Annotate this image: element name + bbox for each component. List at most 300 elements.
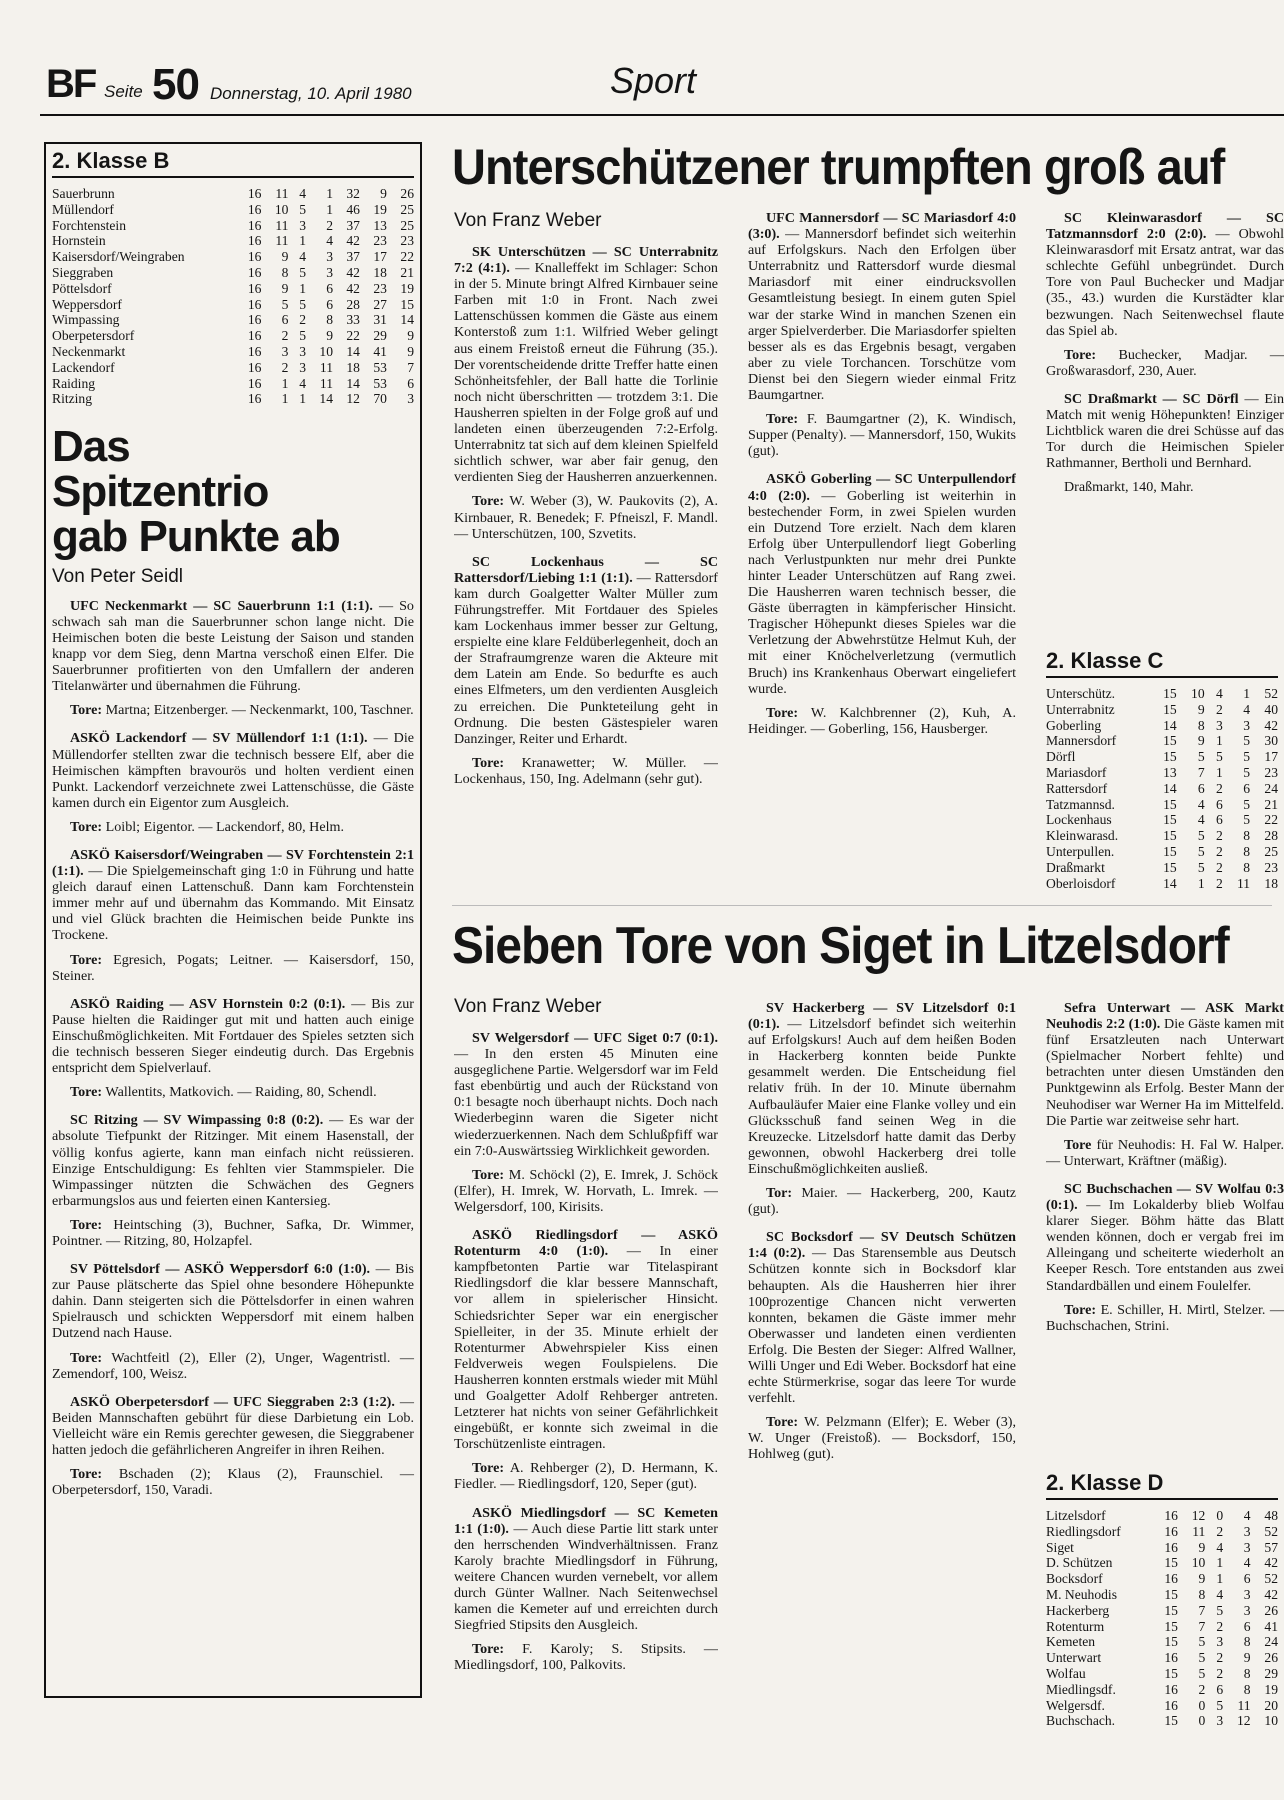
stat-cell: 5 [1216,1602,1224,1618]
stat-cell: 8 [1198,1586,1206,1602]
stat-cell: 2 [1216,828,1223,844]
stat-cell: 16 [247,201,262,217]
team-name-cell: Litzelsdorf [1046,1508,1106,1523]
scorers-label: Tore: [1064,346,1097,363]
table-row [52,360,414,376]
stat-cell: 6 [326,280,333,296]
stat-cell: 5 [1243,764,1251,780]
scorers-label: Tore: [472,1166,505,1183]
stat-cell: 7 [1197,764,1205,780]
match-report [52,1112,414,1209]
klasse-c-rule [1046,676,1278,678]
stat-cell: 70 [373,391,387,407]
stat-cell: 9 [1197,733,1205,749]
match-text: — Bis zur Pause plätscherte das Spiel ohne besondere Höhepunkte dahin. Dann steigerten sich die Pöttelsdorfer in einen wahren Spielrausch und schickten Weppersdorf mit einem halben Dutzend nach Hause. [52,1261,415,1342]
stat-cell: 11 [275,233,289,249]
match-heading: ASKÖ Oberpetersdorf — UFC Sieggraben 2:3 (1:2). [70,1393,395,1410]
team-name-cell: Ritzing [52,391,93,407]
match-heading: ASKÖ Riedlingsdorf — ASKÖ Rotenturm 4:0 (1:0). [454,1227,718,1260]
stat-cell: 42 [346,280,360,296]
scorers-label: Tore: [70,951,103,968]
left-headline: Das Spitzentrio gab Punkte ab [52,422,340,561]
stat-cell: 3 [1243,1586,1251,1602]
scorers-text: E. Schiller, H. Mirtl, Stelzer. — Buchschachen, Strini. [1046,1301,1284,1334]
stat-cell: 5 [1197,749,1205,765]
match-report [52,996,414,1076]
scorers-label: Tore: [70,1084,103,1101]
stat-cell: 1 [1216,733,1223,749]
match-text: Die Gäste kamen mit fünf Ersatzleuten nach Unterwart (Spielmacher Norbert fehlte) und betrachten unter diesen Umständen den Punktgewinn als Erfolg. Bester Mann der Neuhodiser war Werner Ha im Mittelfeld. Die Partie war zeitweise sehr hart. [1046,1016,1284,1129]
klasse-d-block [1046,1470,1278,1729]
match-report [454,1505,718,1634]
scorers-text: Martna; Eitzenberger. — Neckenmarkt, 100, Taschner. [105,702,414,719]
scorers-text: Heintsching (3), Buchner, Safka, Dr. Wimmer, Pointner. — Ritzing, 80, Holzapfel. [52,1216,414,1249]
match-report [454,244,718,485]
stat-cell: 6 [1216,812,1223,828]
team-name-cell: Mannersdorf [1046,733,1117,749]
match-report [454,1030,718,1159]
stat-cell: 18 [373,264,387,280]
match-report [52,1394,414,1458]
stat-cell: 11 [319,375,333,391]
table-row [1046,1666,1278,1682]
stat-cell: 3 [299,217,307,233]
scorers-label: Tore: [70,702,103,719]
table-row [1046,718,1278,734]
stat-cell: 23 [1264,859,1278,875]
stat-cell: 15 [1163,733,1177,749]
bottom-article-col-2 [748,1000,1016,1730]
table-row [1046,860,1278,876]
stat-cell: 7 [1198,1618,1206,1634]
stat-cell: 5 [299,296,307,312]
table-row [52,218,414,234]
table-row [1046,781,1278,797]
stat-cell: 15 [1164,1618,1178,1634]
table-row [52,312,414,328]
match-text: — Ein Match mit wenig Höhepunkten! Einziger Lichtblick waren die drei Schüsse auf das Tor durch die Heimischen Spieler Rathmanner, Bertholi und Bernhard. [1046,390,1284,472]
team-name-cell: Unterwart [1046,1650,1102,1666]
team-name-cell: Neckenmarkt [52,343,126,359]
stat-cell: 24 [1264,1634,1278,1650]
page-number: 50 [152,60,199,109]
stat-cell: 57 [1264,1539,1278,1555]
stat-cell: 48 [1264,1508,1278,1523]
stat-cell: 29 [1264,1665,1278,1681]
scorers-label: Tore: [70,818,103,835]
stat-cell: 31 [373,312,387,328]
team-name-cell: Unterrabnitz [1046,701,1115,717]
stat-cell: 1 [326,201,333,217]
stat-cell: 19 [373,201,387,217]
scorers-line [454,755,718,787]
stat-cell: 15 [1163,812,1177,828]
stat-cell: 15 [1163,843,1177,859]
stat-cell: 9 [1197,701,1205,717]
scorers-text: A. Rehberger (2), D. Hermann, K. Fiedler. — Riedlingsdorf, 120, Seper (gut). [454,1460,718,1493]
stat-cell: 8 [1243,859,1251,875]
table-row [52,391,414,407]
stat-cell: 3 [1243,1539,1251,1555]
stat-cell: 5 [1197,859,1205,875]
stat-cell: 6 [1216,1681,1224,1697]
stat-cell: 4 [299,186,307,201]
team-name-cell: Wolfau [1046,1665,1086,1681]
team-name-cell: Rattersdorf [1046,780,1108,796]
stat-cell: 11 [319,359,333,375]
scorers-line [52,1217,414,1249]
team-name-cell: Siget [1046,1539,1074,1555]
stat-cell: 0 [1216,1508,1224,1523]
stat-cell: 2 [326,217,333,233]
stat-cell: 5 [1243,812,1251,828]
stat-cell: 1 [299,391,307,407]
klasse-b-rule [52,176,414,178]
stat-cell: 18 [1264,875,1278,891]
stat-cell: 10 [1264,1713,1278,1729]
stat-cell: 16 [247,249,262,265]
stat-cell: 25 [400,201,414,217]
stat-cell: 6 [407,375,414,391]
team-name-cell: Hornstein [52,233,106,249]
stat-cell: 14 [346,343,360,359]
left-reports [52,598,414,1499]
team-name-cell: Raiding [52,375,96,391]
stat-cell: 6 [281,312,289,328]
team-name-cell: Oberpetersdorf [52,328,135,344]
stat-cell: 22 [346,328,360,344]
scorers-text: Maier. — Hackerberg, 200, Kautz (gut). [748,1185,1016,1218]
team-name-cell: Draßmarkt [1046,859,1105,875]
scorers-line [454,1460,718,1492]
match-report [52,847,414,944]
table-row [1046,828,1278,844]
stat-cell: 3 [407,391,414,407]
stat-cell: 10 [1191,686,1205,701]
stat-cell: 52 [1264,686,1278,701]
stat-cell: 16 [247,280,262,296]
stat-cell: 1 [281,391,289,407]
match-text: — Die Müllendorfer stellten zwar die technisch bessere Elf, aber die Heimischen kämpften bravourös und holten verdient einen Punkt. Lackendorf verzeichnete zwei Lattenschüsse, die Gäste kamen durch ein Eigentor zum Ausgleich. [52,730,415,811]
team-name-cell: Wimpassing [52,312,120,328]
stat-cell: 3 [1243,1602,1251,1618]
stat-cell: 40 [1264,701,1278,717]
klasse-c-table [1046,686,1278,891]
stat-cell: 22 [400,249,414,265]
stat-cell: 4 [299,249,307,265]
stat-cell: 16 [247,233,262,249]
team-name-cell: Buchschach. [1046,1713,1116,1729]
match-report [52,1261,414,1341]
match-heading: SV Welgersdorf — UFC Siget 0:7 (0:1). [472,1030,718,1046]
klasse-c-block [1046,648,1278,891]
match-heading: SC Lockenhaus — SC Rattersdorf/Liebing 1:1 (1:1). [454,553,718,586]
table-row [1046,1698,1278,1714]
stat-cell: 8 [1243,843,1251,859]
table-row [1046,1508,1278,1524]
scorers-text: Wachtfeitl (2), Eller (2), Unger, Wagentristl. — Zemendorf, 100, Weisz. [52,1349,414,1382]
stat-cell: 13 [1163,764,1177,780]
scorers-text: W. Pelzmann (Elfer); E. Weber (3), W. Unger (Freistoß). — Bocksdorf, 150, Hohlweg (gut). [748,1414,1016,1463]
stat-cell: 14 [400,312,414,328]
stat-cell: 16 [1164,1697,1178,1713]
scorers-line [748,1414,1016,1462]
scorers-label: Tore: [472,493,505,510]
stat-cell: 14 [1163,875,1177,891]
scorers-text: für Neuhodis: H. Fal W. Halper. — Unterwart, Kräftner (mäßig). [1046,1136,1284,1169]
table-row [1046,733,1278,749]
stat-cell: 18 [346,359,360,375]
stat-cell: 4 [1216,686,1223,701]
stat-cell: 21 [1264,796,1278,812]
scorers-text: F. Baumgartner (2), K. Windisch, Supper (Penalty). — Mannersdorf, 150, Wukits (gut). [748,411,1016,460]
stat-cell: 41 [373,343,387,359]
team-name-cell: Miedlingsdf. [1046,1681,1116,1697]
stat-cell: 46 [346,201,360,217]
match-heading: SC Ritzing — SV Wimpassing 0:8 (0:2). [70,1112,324,1129]
stat-cell: 12 [1236,1713,1251,1729]
stat-cell: 16 [1164,1539,1178,1555]
match-heading: SC Draßmarkt — SC Dörfl [1064,390,1239,407]
match-heading: SC Bocksdorf — SV Deutsch Schützen 1:4 (0:2). [748,1229,1016,1262]
stat-cell: 0 [1198,1697,1206,1713]
stat-cell: 2 [1216,843,1223,859]
stat-cell: 16 [247,217,262,233]
match-report [454,1227,718,1452]
stat-cell: 5 [1197,843,1205,859]
bottom-article-col-1 [454,1030,718,1730]
match-text: — Knalleffekt im Schlager: Schon in der 5. Minute bringt Alfred Kirnbauer seine Farben mit 1:0 in Front. Nach zwei Lattenschüssen kommen die Gäste aus einem Konterstoß zum 1:1. Wilfried Weber gelingt aus einem Freistoß erneut die Führung (35.). Der vorentscheidende dritte Treffer hatte einen Schönheitsfehler, der Ball hatte die Torlinie noch nicht überschritten — trotzdem 3:1. Die Hausherren spielten in der Folge groß auf und landeten einen überzeugenden 7:2-Erfolg. Unterrabnitz tat sich auf dem kleinen Spielfeld sichtlich schwer, war aber fair genug, den verdienten Sieg der Hausherren anzuerkennen. [454,260,718,486]
match-text: — In einer kampfbetonten Partie war Titelaspirant Riedlingsdorf die klar bessere Mannschaft, vor allem in spielerischer Hinsicht. Schiedsrichter Seper war ein energischer Spielleiter, in der 35. Minute erhielt der Rotenturmer Abwehrspieler Kiss einen Feldverweis wegen Foulspielens. Die Hausherren konnten erstmals wieder mit Mühl und Goalgetter Adolf Rehberger antreten. Letzterer hat nichts von seiner Gefährlichkeit eingebüßt, er konnte sich zweimal in die Torschützenliste eintragen. [454,1243,718,1453]
match-text: — Das Starensemble aus Deutsch Schützen konnte sich in Bocksdorf klar behaupten. Als die Hausherren hier ihrer 100prozentige Chancen nicht verwerten konnten, bekamen die Gäste immer mehr Oberwasser und landeten einen verdienten Erfolg. Die Besten der Sieger: Alfred Wallner, Willi Unger und Edi Weber. Bocksdorf hat eine echte Stürmerkrise, sogar das leere Tor wurde verfehlt. [748,1245,1016,1407]
stat-cell: 2 [1216,1618,1224,1634]
match-text: — Die Spielgemeinschaft ging 1:0 in Führung und hatte gleich darauf einen Lattenschuß. Dann kam Forchtenstein immer mehr auf und übernahm das Kommando. Mit Einsatz und viel Glück brachten die Heimischen beide Punkte ins Trockene. [52,863,414,944]
scorers-label: Tore: [472,1460,505,1477]
scorers-line [1046,1137,1284,1169]
table-row [52,344,414,360]
stat-cell: 1 [281,375,289,391]
stat-cell: 33 [346,312,360,328]
stat-cell: 16 [1164,1523,1178,1539]
scorers-line [748,1185,1016,1217]
stat-cell: 10 [274,201,289,217]
team-name-cell: Lackendorf [52,359,115,375]
left-byline: Von Peter Seidl [52,565,183,587]
team-name-cell: Dörfl [1046,749,1076,765]
stat-cell: 16 [247,375,262,391]
team-name-cell: Unterpullen. [1046,843,1115,859]
issue-date: Donnerstag, 10. April 1980 [210,84,412,103]
stat-cell: 42 [346,233,360,249]
scorers-label: Tore: [70,1349,103,1366]
match-heading: ASKÖ Kaisersdorf/Weingraben — SV Forchtenstein 2:1 (1:1). [52,847,414,880]
stat-cell: 1 [299,233,307,249]
stat-cell: 1 [1197,875,1205,891]
team-name-cell: Forchtenstein [52,217,126,233]
stat-cell: 15 [1163,859,1177,875]
match-report [1046,210,1284,339]
stat-cell: 3 [326,249,333,265]
table-row [1046,1587,1278,1603]
stat-cell: 26 [400,186,414,201]
stat-cell: 2 [1216,1665,1224,1681]
team-name-cell: Pöttelsdorf [52,280,112,296]
stat-cell: 15 [1163,701,1177,717]
left-column-box [44,142,422,1698]
stat-cell: 25 [400,217,414,233]
newspaper-logo: BF [46,62,96,106]
top-article-col-2 [748,210,1016,896]
stat-cell: 5 [1197,828,1205,844]
stat-cell: 4 [1243,1508,1251,1523]
stat-cell: 15 [1164,1602,1178,1618]
stat-cell: 17 [373,249,387,265]
team-name-cell: Lockenhaus [1046,812,1112,828]
scorers-label: Tore: [472,754,505,771]
table-row [1046,1713,1278,1729]
table-row [1046,765,1278,781]
scorers-text: M. Schöckl (2), E. Imrek, J. Schöck (Elfer), H. Imrek, W. Horvath, L. Imrek. — Welgersdorf, 100, Kirisits. [454,1166,718,1215]
klasse-b-table [52,186,414,407]
stat-cell: 16 [247,328,262,344]
scorers-label: Tore: [1064,1301,1097,1318]
match-text: — Auch diese Partie litt stark unter den herrschenden Windverhältnissen. Franz Karoly brachte Miedlingsdorf in Führung, weitere Chancen wurden vernebelt, vor allem durch Günter Wallner. Nach Seitenwechsel kamen die Kemeter auf und erreichten durch Siegfried Stipsits den Ausgleich. [454,1520,718,1634]
table-row [1046,812,1278,828]
scorers-line [1046,479,1284,495]
team-name-cell: Mariasdorf [1046,764,1107,780]
stat-cell: 5 [1216,749,1223,765]
team-name-cell: Riedlingsdorf [1046,1523,1121,1539]
scorers-line [52,819,414,835]
stat-cell: 23 [400,233,414,249]
scorers-line [52,1466,414,1498]
stat-cell: 26 [1264,1650,1278,1666]
stat-cell: 7 [1198,1602,1206,1618]
stat-cell: 29 [373,328,387,344]
stat-cell: 8 [1197,717,1205,733]
stat-cell: 16 [1164,1571,1178,1587]
mid-rule [452,905,1272,906]
match-text: — Im Lokalderby blieb Wolfau klarer Sieger. Böhm hätte das Blatt wenden können, doch er vergab frei im Alleingang und scheiterte wiederholt an Keeper Resch. Tore entstanden aus zwei Standardbällen und einem Foulelfer. [1046,1197,1284,1294]
table-row [52,249,414,265]
stat-cell: 53 [373,375,387,391]
section-title: Sport [610,60,697,101]
match-text: — Es war der absolute Tiefpunkt der Ritzinger. Mit einem Hasenstall, der völlig konfus agierte, kann man einfach nicht reüssieren. Einzige Entschuldigung: Es fehlten vier Stammspieler. Die Wimpassinger nützten die Schwächen des Gegners erbarmungslos aus und feierten einen Kantersieg. [52,1112,414,1209]
stat-cell: 1 [1243,686,1251,701]
match-heading: ASKÖ Lackendorf — SV Müllendorf 1:1 (1:1). [70,730,368,747]
scorers-line [52,702,414,718]
stat-cell: 9 [1198,1571,1206,1587]
stat-cell: 3 [326,264,333,280]
table-row [52,233,414,249]
match-text: — Bis zur Pause hielten die Raidinger gut mit und hatten auch einige Einschußmöglichkeiten. Mit Fortdauer des Spieles setzten sich die technisch besseren Sieger eindeutig durch. Das Ergebnis entspricht dem Spielverlauf. [52,995,414,1077]
stat-cell: 2 [1198,1681,1206,1697]
stat-cell: 4 [1243,1555,1251,1571]
stat-cell: 9 [407,343,414,359]
stat-cell: 52 [1264,1571,1278,1587]
klasse-c-title: 2. Klasse C [1046,648,1164,673]
team-name-cell: Müllendorf [52,201,114,217]
stat-cell: 2 [281,359,289,375]
match-heading: ASKÖ Goberling — SC Unterpullendorf 4:0 (2:0). [748,471,1016,504]
stat-cell: 19 [1264,1681,1278,1697]
stat-cell: 3 [1216,1634,1224,1650]
stat-cell: 52 [1264,1523,1278,1539]
stat-cell: 6 [1243,1618,1251,1634]
table-row [1046,1555,1278,1571]
match-report [1046,391,1284,471]
stat-cell: 2 [299,312,307,328]
table-row [1046,1524,1278,1540]
stat-cell: 4 [299,375,307,391]
scorers-label: Tore: [70,1216,103,1233]
match-report [52,730,414,810]
stat-cell: 5 [299,201,307,217]
stat-cell: 20 [1264,1697,1278,1713]
stat-cell: 8 [1243,1665,1251,1681]
stat-cell: 23 [373,280,387,296]
table-row [1046,1619,1278,1635]
stat-cell: 10 [319,343,333,359]
stat-cell: 12 [1191,1508,1206,1523]
stat-cell: 5 [1243,749,1251,765]
stat-cell: 8 [1243,828,1251,844]
stat-cell: 9 [326,328,333,344]
stat-cell: 6 [326,296,333,312]
stat-cell: 5 [1243,796,1251,812]
table-row [1046,1650,1278,1666]
table-row [1046,844,1278,860]
stat-cell: 11 [1192,1523,1206,1539]
team-name-cell: Kaisersdorf/Weingraben [52,249,185,265]
stat-cell: 11 [275,217,289,233]
team-name-cell: Unterschütz. [1046,686,1116,701]
scorers-text: Bschaden (2); Klaus (2), Fraunschiel. — Oberpetersdorf, 150, Varadi. [52,1466,415,1499]
header-rule [40,114,1284,116]
stat-cell: 2 [281,328,289,344]
table-row [1046,1571,1278,1587]
stat-cell: 7 [407,359,414,375]
table-row [1046,876,1278,892]
scorers-line [1046,1302,1284,1334]
team-name-cell: Oberloisdorf [1046,875,1116,891]
match-text: — In den ersten 45 Minuten eine ausgeglichene Partie. Welgersdorf war im Feld fast ebenbürtig und auch der Rückstand von 0:1 besagte noch überhaupt nichts. Doch nach Wiederbeginn waren die Sigeter nicht wiederzuerkennen. Nach dem Schlußpfiff war ein 7:0-Auswärtssieg Wirklichkeit geworden. [454,1046,718,1159]
stat-cell: 15 [400,296,414,312]
table-row [1046,749,1278,765]
stat-cell: 1 [326,186,333,201]
stat-cell: 2 [1216,859,1223,875]
stat-cell: 11 [1237,1697,1251,1713]
stat-cell: 28 [1264,828,1278,844]
stat-cell: 28 [346,296,360,312]
scorers-label: Tore: [472,1641,505,1658]
match-heading: ASKÖ Miedlingsdorf — SC Kemeten 1:1 (1:0). [454,1504,718,1537]
table-row [52,265,414,281]
match-report [1046,1181,1284,1294]
table-row [1046,702,1278,718]
scorers-line [454,1167,718,1215]
scorers-text: Loibl; Eigentor. — Lackendorf, 80, Helm. [105,818,345,835]
bottom-article-col-3 [1046,1000,1284,1450]
stat-cell: 5 [299,328,307,344]
top-headline: Unterschützener trumpften groß auf [452,139,1225,195]
stat-cell: 16 [247,296,262,312]
stat-cell: 1 [1216,1555,1224,1571]
stat-cell: 22 [1264,812,1278,828]
stat-cell: 16 [247,359,262,375]
stat-cell: 3 [299,343,307,359]
match-text: — Rattersdorf kam durch Goalgetter Walter Müller zum Führungstreffer. Mit Fortdauer des Spieles kam Lockenhaus immer besser zur Geltung, erspielte eine klare Feldüberlegenheit, doch an der Strafraumgrenze waren die Akteure mit dem Latein am Ende. So bedurfte es auch eines Elfmeters, um den verdienten Ausgleich zu erreichen. Die Punkteteilung geht in Ordnung. Die besten Gästespieler waren Danzinger, Reiter und Erhardt. [454,569,718,747]
